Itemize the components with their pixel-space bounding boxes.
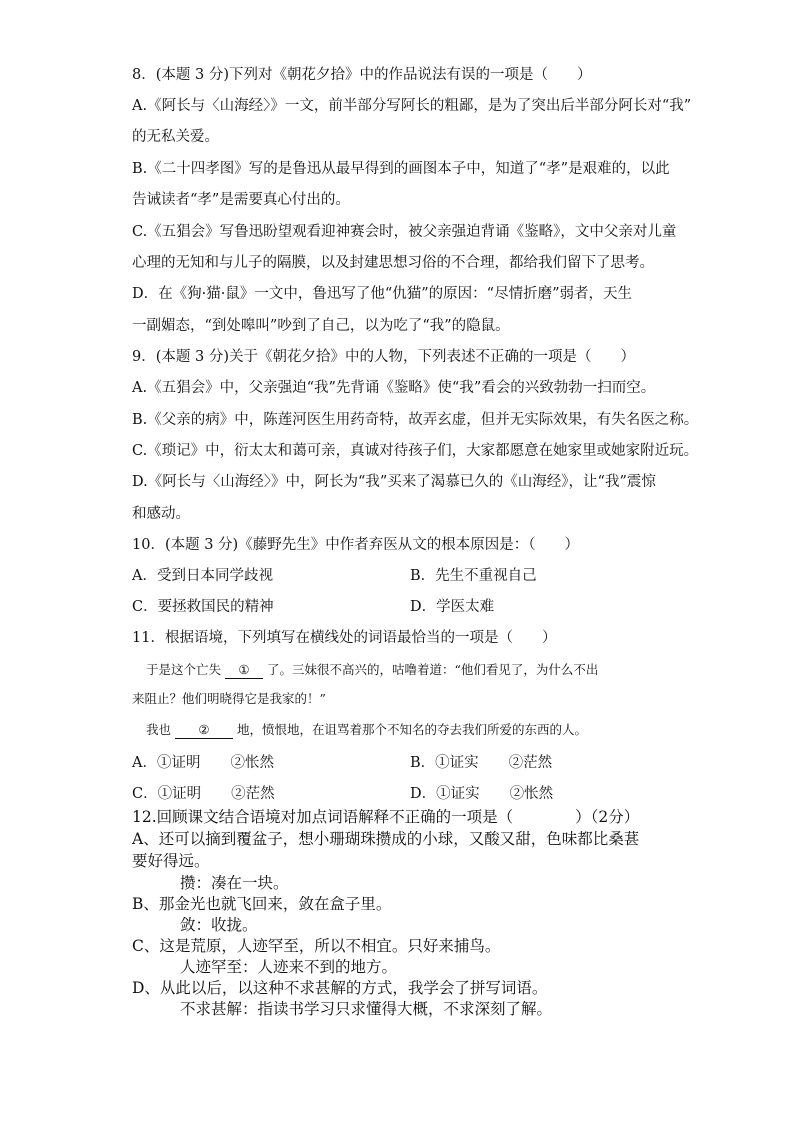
option-part: B．①证实 — [410, 755, 479, 771]
question-10-option-b: B．先生不重视自己 — [410, 568, 537, 584]
question-11-passage-line-3 — [146, 722, 587, 739]
question-12-option-a-gloss: 攒：凑在一块。 — [180, 874, 289, 892]
question-10-option-a: A．受到日本同学歧视 — [132, 568, 273, 584]
question-10-option-d: D．学医太难 — [410, 599, 495, 615]
question-9-option-b: B.《父亲的病》中，陈莲河医生用药奇特，故弄玄虚，但并无实际效果，有失名医之称。 — [132, 412, 699, 428]
question-12-option-c-gloss: 人迹罕至：人迹来不到的地方。 — [180, 958, 398, 976]
option-part: D．①证实 — [410, 786, 480, 802]
question-9-option-d: D.《阿长与〈山海经〉》中，阿长为“我”买来了渴慕已久的《山海经》，让“我”震惊 — [132, 474, 656, 490]
question-12-option-b: B、那金光也就飞回来，敛在盒子里。 — [132, 895, 392, 913]
question-12-stem: 12.回顾课文结合语境对加点词语解释不正确的一项是（ ）（2分） — [132, 808, 640, 826]
option-part: C．①证明 — [132, 786, 202, 802]
question-11-option-d — [410, 785, 553, 803]
question-11-passage-line-1 — [146, 662, 598, 679]
question-8-stem: 8．(本题 3 分)下列对《朝花夕拾》中的作品说法有误的一项是（ ） — [132, 67, 592, 83]
question-11-option-a — [132, 754, 274, 772]
question-8-option-c: C.《五猖会》写鲁迅盼望观看迎神赛会时，被父亲强迫背诵《鉴略》，文中父亲对儿童 — [132, 224, 677, 240]
option-part: ②怅然 — [230, 755, 274, 771]
question-9-stem: 9．(本题 3 分)关于《朝花夕拾》中的人物，下列表述不正确的一项是（ ） — [132, 349, 635, 365]
question-11-passage-line-2: 来阻止？他们明晓得它是我家的！” — [132, 691, 326, 706]
question-12-option-d-gloss: 不求甚解：指读书学习只求懂得大概，不求深刻了解。 — [180, 1000, 553, 1018]
question-11-stem: 11．根据语境，下列填写在横线处的词语最恰当的一项是（ ） — [132, 630, 557, 646]
question-8-option-b: B.《二十四孝图》写的是鲁迅从最早得到的画图本子中，知道了“孝”是艰难的，以此 — [132, 161, 670, 177]
passage-text: 于是这个亡失 — [146, 662, 222, 677]
question-9-option-a: A.《五猖会》中，父亲强迫“我”先背诵《鉴略》使“我”看会的兴致勃勃一扫而空。 — [132, 380, 656, 396]
option-part: ②茫然 — [231, 786, 275, 802]
question-8-option-a-cont: 的无私关爱。 — [132, 129, 219, 145]
question-11-option-b — [410, 754, 552, 772]
question-12-option-b-gloss: 敛：收拢。 — [180, 916, 258, 934]
option-part: ②怅然 — [509, 786, 554, 802]
question-9-option-c: C.《琐记》中，衍太太和蔼可亲，真诚对待孩子们，大家都愿意在她家里或她家附近玩。 — [132, 443, 699, 459]
question-12-option-a-cont: 要好得远。 — [132, 852, 210, 870]
question-10-stem: 10．(本题 3 分)《藤野先生》中作者弃医从文的根本原因是：（ ） — [132, 537, 579, 553]
question-9-option-d-cont: 和感动。 — [132, 506, 190, 522]
question-8-option-a: A.《阿长与〈山海经〉》一文，前半部分写阿长的粗鄙，是为了突出后半部分阿长对“我” — [132, 98, 692, 114]
question-12-option-d: D、从此以后，以这种不求甚解的方式，我学会了拼写词语。 — [132, 979, 548, 997]
blank-1: ① — [225, 662, 263, 679]
passage-text: 了。三妹很不高兴的，咕噜着道：“他们看见了，为什么不出 — [266, 662, 599, 677]
question-8-option-d-cont: 一副媚态，“到处嗥叫”吵到了自己，以为吃了“我”的隐鼠。 — [132, 318, 510, 334]
option-part: ②茫然 — [508, 755, 553, 771]
question-8-option-d: D．在《狗·猫·鼠》一文中，鲁迅写了他“仇猫”的原因：“尽情折磨”弱者，天生 — [132, 286, 632, 302]
question-10-option-c: C．要拯救国民的精神 — [132, 599, 274, 615]
blank-2: ② — [175, 722, 233, 739]
question-12-option-a: A、还可以摘到覆盆子，想小珊瑚珠攒成的小球，又酸又甜，色味都比桑葚 — [132, 830, 640, 848]
question-8-option-b-cont: 告诫读者“孝”是需要真心付出的。 — [132, 192, 350, 208]
question-8-option-c-cont: 心理的无知和与儿子的隔膜，以及封建思想习俗的不合理，都给我们留下了思考。 — [132, 255, 654, 271]
passage-text: 地，愤恨地，在诅骂着那个不知名的夺去我们所爱的东西的人。 — [236, 722, 587, 737]
question-11-option-c — [132, 785, 275, 803]
question-12-option-c: C、这是荒原，人迹罕至，所以不相宜。只好来捕鸟。 — [132, 937, 501, 955]
option-part: A．①证明 — [132, 755, 201, 771]
passage-text: 我也 — [146, 722, 172, 737]
